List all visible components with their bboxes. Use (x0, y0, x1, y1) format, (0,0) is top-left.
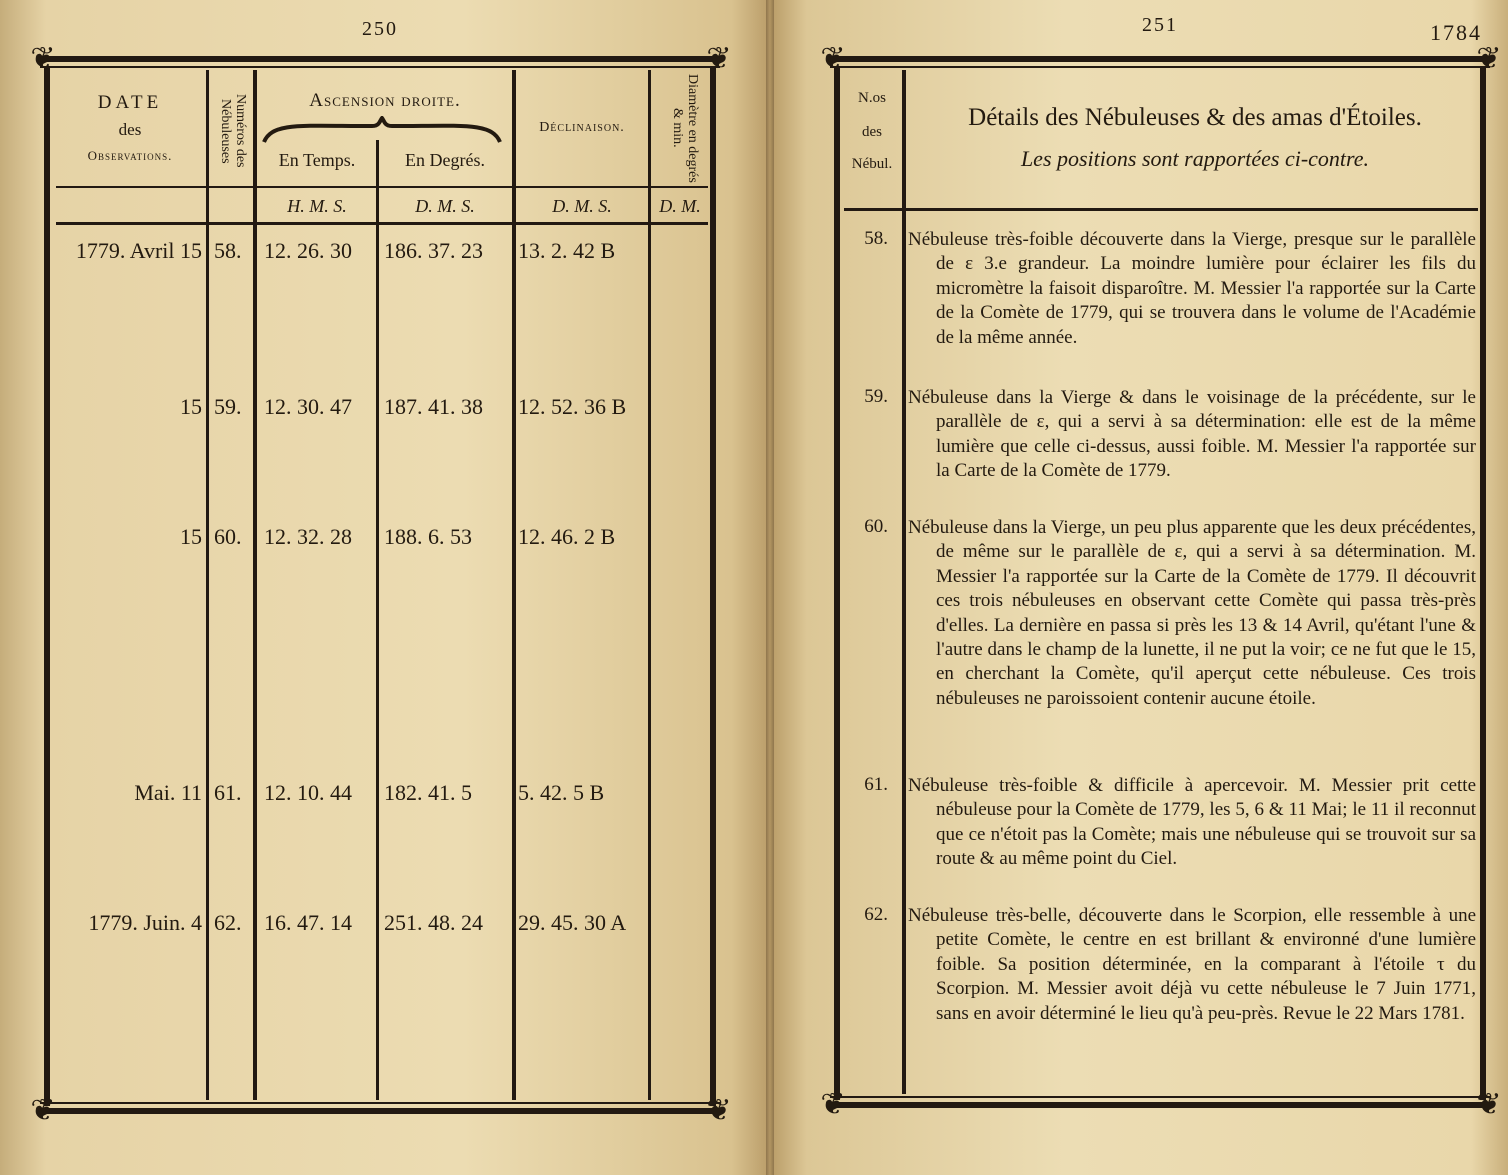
cell-declinaison: 12. 46. 2 B (518, 524, 616, 549)
header-nos: N.os (858, 90, 886, 106)
entry-text: Nébuleuse très-foible découverte dans la Vierge, presque sur le parallèle de ε 3.e grandeur. La moindre lumière pour éclairer les fils du micromètre la faisoit disparoître. M. Messier l'a rapportée sur la Carte de la Comète de 1779, qui se trouvera dans le volume de l'Académie de la même année. (908, 229, 1476, 348)
entry-text: Nébuleuse dans la Vierge & dans le voisinage de la précédente, sur le parallèle de ε, qui a servi à sa détermination: elle est de la même lumière que celle ci-dessus, aussi foible. M. Messier l'a rapportée sur la Carte de la Comète de 1779. (908, 387, 1476, 482)
cell-degres: 188. 6. 53 (384, 524, 472, 549)
cell-date: 15 (180, 394, 202, 419)
header-en-temps: En Temps. (278, 150, 356, 170)
unit-diametre: D. M. (659, 196, 701, 216)
entry-text: Nébuleuse très-foible & difficile à apercevoir. M. Messier prit cette nébuleuse pour la Comète de 1779, les 5, 6 & 11 Mai; le 11 il reconnut que ce n'étoit pas la Comète; mais une nébuleuse qui se trouvoit sur sa route & au même point du Ciel. (908, 775, 1476, 870)
right-page (770, 0, 1508, 1175)
cell-declinaison: 13. 2. 42 B (518, 238, 616, 263)
frame-bottom-rule-thin (40, 1102, 720, 1104)
header-ascension-droite: Ascension droite. (309, 90, 461, 111)
cell-numero: 62. (214, 910, 242, 935)
frame-left-rule (44, 66, 50, 1106)
cell-declinaison: 5. 42. 5 B (518, 780, 605, 805)
cell-temps: 12. 10. 44 (264, 780, 352, 805)
ornament-icon: ❦ (706, 42, 732, 75)
cell-date: 1779. Juin. 4 (88, 910, 202, 935)
cell-temps: 16. 47. 14 (264, 910, 352, 935)
cell-degres: 182. 41. 5 (384, 780, 472, 805)
frame-top-rule (830, 56, 1490, 62)
ornament-icon: ❦ (30, 1094, 56, 1127)
units-rule (56, 222, 708, 225)
entry-number: 61. (864, 774, 888, 795)
cell-date: 15 (180, 524, 202, 549)
cell-declinaison: 29. 45. 30 A (518, 910, 627, 935)
frame-right-rule (710, 66, 716, 1106)
ornament-icon: ❦ (706, 1094, 732, 1127)
frame-top-rule-thin (40, 66, 720, 68)
entry-number: 62. (864, 904, 888, 925)
frame-top-rule (40, 56, 720, 62)
cell-date: Mai. 11 (134, 780, 202, 805)
cell-declinaison: 12. 52. 36 B (518, 394, 627, 419)
header-rule (56, 186, 708, 188)
ornament-icon: ❦ (1476, 42, 1502, 75)
header-date-des: des (118, 120, 142, 139)
ornament-icon: ❦ (1476, 1088, 1502, 1121)
frame-right-rule (1480, 66, 1486, 1100)
entry-text: Nébuleuse dans la Vierge, un peu plus apparente que les deux précédentes, de même sur le parallèle de ε, qui a servi à sa détermination. M. Messier l'a rapportée sur la Carte de la Comète de 1779. Il découvrit ces trois nébuleuses en observant cette Comète qui passa très-près d'elles. La dernière en passa si près les 13 & 14 Avril, qu'étant l'une & l'autre dans le champ de la lunette, il ne put la voir; ce ne fut que le 15, en cherchant la Comète, qu'il aperçut cette nébuleuse. Ces trois nébuleuses ne paroissoient contenir aucune étoile. (908, 517, 1476, 709)
header-des: des (862, 124, 882, 140)
header-nebul: Nébul. (851, 156, 893, 172)
frame-bottom-rule (40, 1108, 720, 1114)
header-declinaison: Déclinaison. (539, 120, 625, 135)
column-divider (902, 70, 906, 1094)
header-observations: Observations. (87, 148, 173, 163)
ornament-icon: ❦ (820, 1088, 846, 1121)
column-divider (376, 140, 379, 1100)
header-en-degres: En Degrés. (405, 150, 485, 170)
entry-number: 58. (864, 228, 888, 249)
brace-icon (262, 116, 502, 146)
cell-numero: 59. (214, 394, 242, 419)
header-rule (844, 208, 1478, 211)
cell-numero: 60. (214, 524, 242, 549)
header-numeros: Numéros des Nébuleuses (218, 94, 248, 168)
cell-degres: 186. 37. 23 (384, 238, 483, 263)
cell-numero: 61. (214, 780, 242, 805)
cell-temps: 12. 30. 47 (264, 394, 352, 419)
unit-degres: D. M. S. (415, 196, 475, 216)
page-number-left: 250 (362, 18, 398, 40)
frame-bottom-rule (830, 1102, 1490, 1108)
unit-temps: H. M. S. (287, 196, 347, 216)
cell-date: 1779. Avril 15 (75, 238, 202, 263)
cell-temps: 12. 32. 28 (264, 524, 352, 549)
cell-degres: 187. 41. 38 (384, 394, 483, 419)
page-number-right: 251 (1142, 14, 1178, 36)
cell-degres: 251. 48. 24 (384, 910, 483, 935)
cell-temps: 12. 26. 30 (264, 238, 352, 263)
cell-numero: 58. (214, 238, 242, 263)
entry-number: 59. (864, 386, 888, 407)
entry-text: Nébuleuse très-belle, découverte dans le Scorpion, elle ressemble à une petite Comète, le centre en est brillant & environné d'une lumière foible. Sa position déterminée, en la comparant à l'étoile τ du Scorpion. M. Messier avoit déjà vu cette nébuleuse le 7 Juin 1771, sans en avoir déterminé le lieu qu'à peu-près. Revue le 22 Mars 1781. (908, 905, 1476, 1024)
frame-bottom-rule-thin (830, 1096, 1490, 1098)
entry-number: 60. (864, 516, 888, 537)
page-subtitle: Les positions sont rapportées ci-contre. (1020, 146, 1370, 171)
ornament-icon: ❦ (30, 42, 56, 75)
book-gutter (766, 0, 774, 1175)
header-date: DATE (97, 92, 163, 113)
frame-left-rule (834, 66, 840, 1100)
page-title: Détails des Nébuleuses & des amas d'Étoiles. (968, 104, 1422, 131)
unit-declinaison: D. M. S. (552, 196, 612, 216)
frame-top-rule-thin (830, 66, 1490, 68)
ornament-icon: ❦ (820, 42, 846, 75)
header-diametre: Diamètre en degrés & min. (670, 73, 700, 183)
year-mark: 1784 (1430, 20, 1482, 45)
